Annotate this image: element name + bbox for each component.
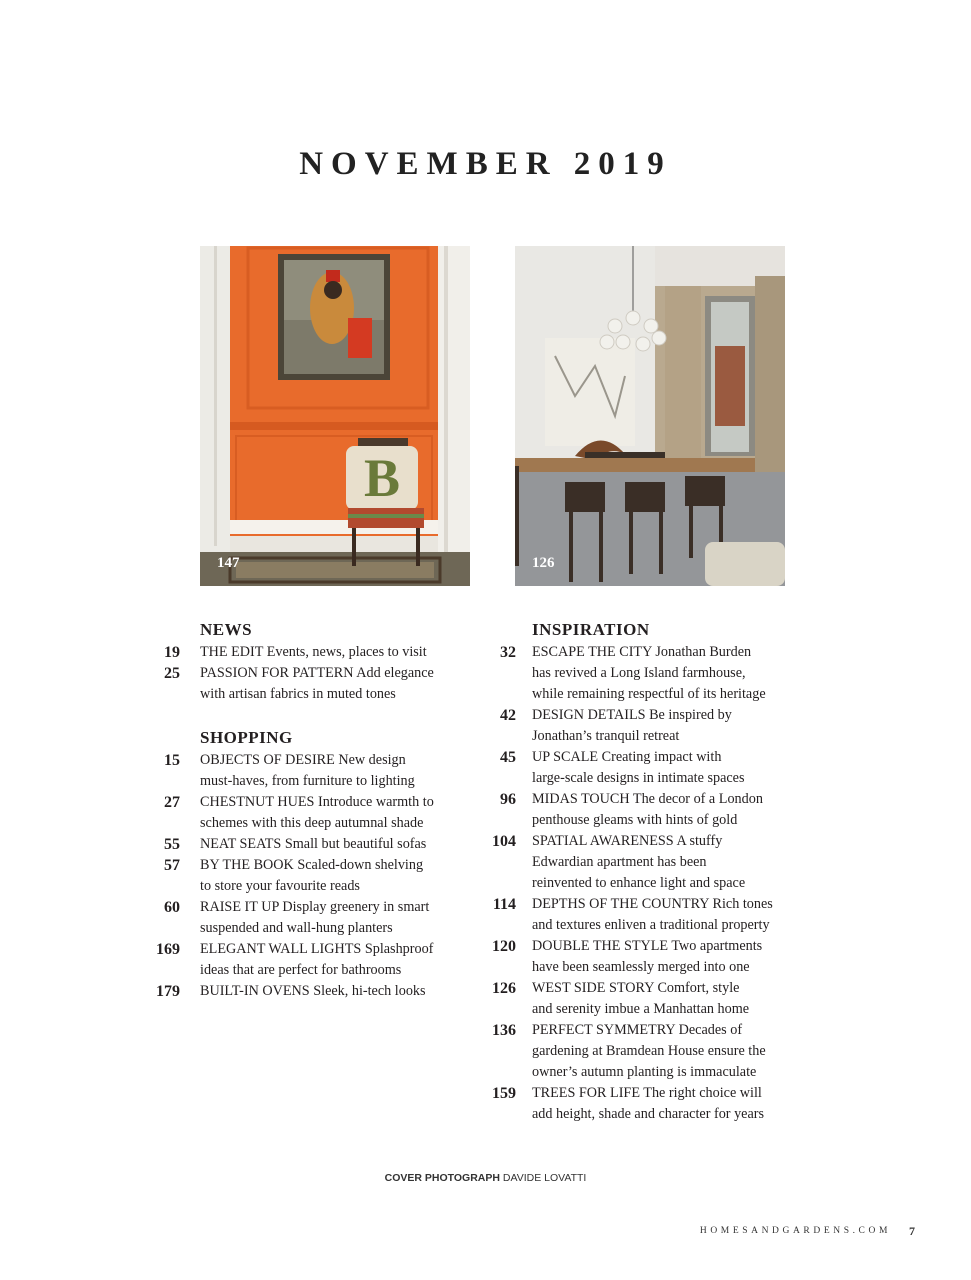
entry-text: must-haves, from furniture to lighting	[200, 773, 415, 789]
entry-page-number: 96	[500, 791, 516, 808]
section-heading-shopping: SHOPPING	[200, 728, 293, 747]
contents-entry[interactable]	[482, 936, 802, 978]
entry-text: BY THE BOOK Scaled-down shelving	[200, 857, 424, 873]
entry-text: DESIGN DETAILS Be inspired by	[532, 707, 732, 723]
folio-page-number: 7	[909, 1224, 915, 1238]
contents-entry[interactable]	[482, 747, 802, 789]
entry-page-number: 136	[492, 1022, 516, 1039]
entry-text: PASSION FOR PATTERN Add elegance	[200, 665, 434, 681]
entry-text: to store your favourite reads	[200, 878, 360, 894]
contents-entry[interactable]	[150, 750, 470, 792]
entry-page-number: 27	[164, 794, 180, 811]
contents-entry[interactable]	[150, 834, 470, 855]
entry-text: penthouse gleams with hints of gold	[532, 812, 738, 828]
contents-entry[interactable]	[150, 855, 470, 897]
contents-right-column	[482, 618, 802, 1125]
entry-text: OBJECTS OF DESIRE New design	[200, 752, 406, 768]
entry-page-number: 25	[164, 665, 180, 682]
photo-page-number: 147	[217, 555, 240, 571]
entry-text: THE EDIT Events, news, places to visit	[200, 644, 427, 660]
contents-entry[interactable]	[482, 1083, 802, 1125]
entry-text: has revived a Long Island farmhouse,	[532, 665, 746, 681]
entry-text: UP SCALE Creating impact with	[532, 749, 722, 765]
contents-entry[interactable]	[482, 978, 802, 1020]
entry-page-number: 55	[164, 836, 180, 853]
contents-left-column	[150, 618, 470, 1002]
entry-page-number: 15	[164, 752, 180, 769]
entry-text: TREES FOR LIFE The right choice will	[532, 1085, 762, 1101]
entry-text: and serenity imbue a Manhattan home	[532, 1001, 750, 1017]
entry-page-number: 114	[492, 896, 516, 913]
entry-text: NEAT SEATS Small but beautiful sofas	[200, 836, 427, 852]
credit-label: COVER PHOTOGRAPH	[384, 1172, 500, 1184]
hallway-illustration	[200, 246, 470, 586]
entry-page-number: 159	[492, 1085, 516, 1102]
entry-text: BUILT-IN OVENS Sleek, hi-tech looks	[200, 983, 426, 999]
website-url: HOMESANDGARDENS.COM	[699, 1226, 891, 1236]
contents-entry[interactable]	[482, 642, 802, 705]
entry-text: add height, shade and character for years	[532, 1106, 765, 1122]
entry-page-number: 42	[500, 707, 516, 724]
dining-illustration	[515, 246, 785, 586]
entry-text: SPATIAL AWARENESS A stuffy	[532, 833, 723, 849]
contents-entry[interactable]	[150, 981, 470, 1002]
entry-text: schemes with this deep autumnal shade	[200, 815, 424, 831]
entry-text: ESCAPE THE CITY Jonathan Burden	[532, 644, 752, 660]
entry-text: suspended and wall-hung planters	[200, 920, 393, 936]
entry-page-number: 19	[164, 644, 180, 661]
contents-entry[interactable]	[150, 663, 470, 705]
entry-text: DOUBLE THE STYLE Two apartments	[532, 938, 763, 954]
entry-page-number: 60	[164, 899, 180, 916]
entry-text: owner’s autumn planting is immaculate	[532, 1064, 757, 1080]
entry-page-number: 120	[492, 938, 516, 955]
entry-text: PERFECT SYMMETRY Decades of	[532, 1022, 743, 1038]
contents-entry[interactable]	[150, 939, 470, 981]
entry-text: ELEGANT WALL LIGHTS Splashproof	[200, 941, 434, 957]
entry-page-number: 104	[492, 833, 516, 850]
entry-text: have been seamlessly merged into one	[532, 959, 750, 975]
cover-photograph-credit	[0, 1172, 971, 1184]
entry-text: reinvented to enhance light and space	[532, 875, 746, 891]
entry-text: gardening at Bramdean House ensure the	[532, 1043, 766, 1059]
contents-entry[interactable]	[482, 789, 802, 831]
entry-text: with artisan fabrics in muted tones	[200, 686, 396, 702]
entry-text: DEPTHS OF THE COUNTRY Rich tones	[532, 896, 773, 912]
contents-entry[interactable]	[482, 1020, 802, 1083]
entry-text: Jonathan’s tranquil retreat	[532, 728, 680, 744]
entry-text: MIDAS TOUCH The decor of a London	[532, 791, 763, 807]
section-heading-inspiration: INSPIRATION	[532, 620, 650, 639]
dining-room-photo	[515, 246, 785, 586]
entry-text: and textures enliven a traditional property	[532, 917, 770, 933]
entry-text: ideas that are perfect for bathrooms	[200, 962, 402, 978]
contents-entry[interactable]	[150, 897, 470, 939]
entry-text: RAISE IT UP Display greenery in smart	[200, 899, 430, 915]
entry-text: while remaining respectful of its heritage	[532, 686, 766, 702]
credit-name: DAVIDE LOVATTI	[502, 1172, 587, 1184]
entry-page-number: 45	[500, 749, 516, 766]
entry-text: CHESTNUT HUES Introduce warmth to	[200, 794, 434, 810]
page-title: NOVEMBER 2019	[299, 146, 672, 182]
contents-entry[interactable]	[482, 831, 802, 894]
entry-page-number: 57	[164, 857, 180, 874]
entry-text: Edwardian apartment has been	[532, 854, 707, 870]
photo-page-number: 126	[532, 555, 555, 571]
section-heading-news: NEWS	[200, 620, 253, 639]
entry-text: WEST SIDE STORY Comfort, style	[532, 980, 740, 996]
svg-text:B: B	[363, 448, 401, 508]
contents-entry[interactable]	[482, 705, 802, 747]
contents-entry[interactable]	[482, 894, 802, 936]
entry-page-number: 32	[500, 644, 516, 661]
entry-page-number: 169	[156, 941, 180, 958]
entry-text: large-scale designs in intimate spaces	[532, 770, 745, 786]
entry-page-number: 179	[156, 983, 180, 1000]
contents-entry[interactable]	[150, 642, 470, 663]
contents-entry[interactable]	[150, 792, 470, 834]
entry-page-number: 126	[492, 980, 516, 997]
hallway-photo	[200, 246, 470, 586]
